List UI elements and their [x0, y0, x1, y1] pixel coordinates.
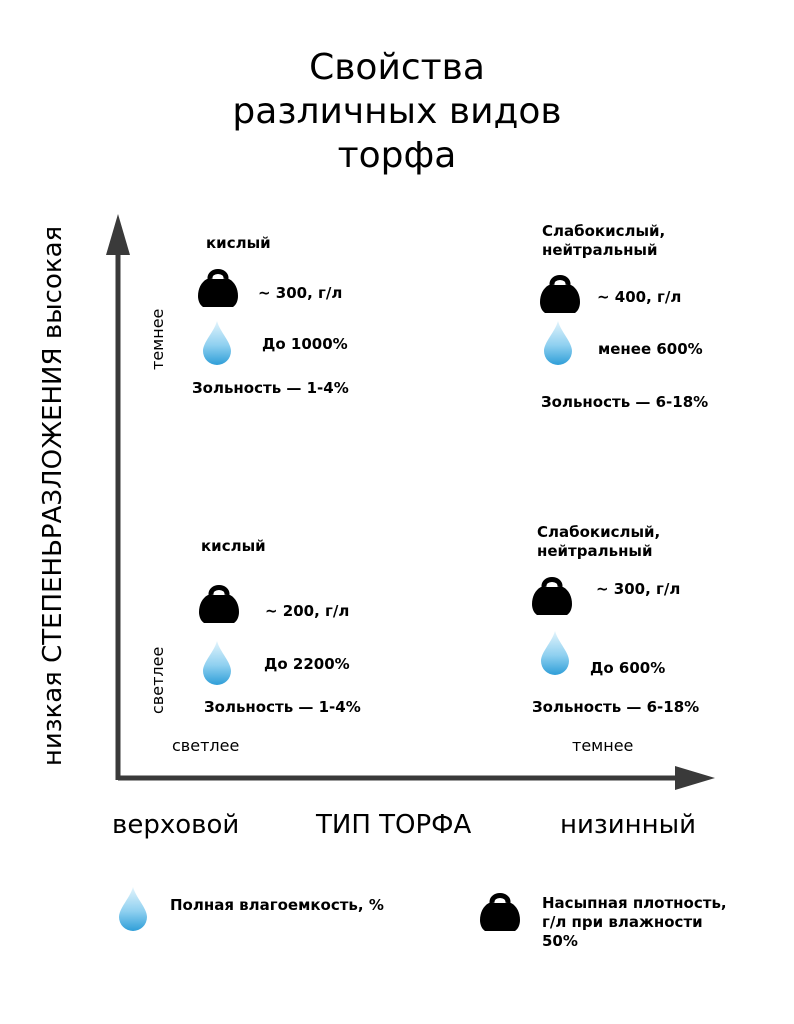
- br-density: ~ 300, г/л: [596, 580, 681, 598]
- water-drop-icon: [202, 640, 232, 686]
- page-title-line-1: Свойства: [309, 47, 485, 88]
- side-label-darker: темнее: [148, 308, 167, 370]
- side-label-lighter: светлее: [148, 646, 167, 714]
- bottom-label-darker: темнее: [572, 736, 634, 755]
- br-acidity-line-1: Слабокислый,: [537, 523, 661, 541]
- x-axis-left-label: верховой: [112, 810, 240, 840]
- tr-acidity-line-1: Слабокислый,: [542, 222, 666, 240]
- tl-density: ~ 300, г/л: [258, 284, 343, 302]
- page-title-line-2: различных видов: [232, 91, 562, 132]
- legend-density-line-1: Насыпная плотность,: [542, 894, 727, 912]
- tr-density: ~ 400, г/л: [597, 288, 682, 306]
- bl-ash: Зольность — 1-4%: [204, 698, 361, 716]
- y-axis-label: низкая СТЕПЕНЬРАЗЛОЖЕНИЯ высокая: [38, 225, 68, 767]
- page-title-line-3: торфа: [337, 135, 457, 176]
- weight-icon: [532, 572, 572, 618]
- x-axis-right-label: низинный: [560, 810, 697, 840]
- weight-icon: [540, 270, 580, 316]
- bl-acidity: кислый: [201, 537, 266, 555]
- tl-acidity: кислый: [206, 234, 271, 252]
- br-moisture: До 600%: [590, 659, 666, 677]
- weight-icon: [198, 264, 238, 310]
- tr-moisture: менее 600%: [598, 340, 703, 358]
- tl-moisture: До 1000%: [262, 335, 348, 353]
- weight-icon: [480, 888, 520, 934]
- br-acidity-line-2: нейтральный: [537, 542, 653, 560]
- x-axis-arrow: [675, 766, 715, 790]
- tl-ash: Зольность — 1-4%: [192, 379, 349, 397]
- y-axis-arrow: [106, 214, 130, 255]
- tr-acidity-line-2: нейтральный: [542, 241, 658, 259]
- water-drop-icon: [202, 320, 232, 366]
- bl-moisture: До 2200%: [264, 655, 350, 673]
- bottom-label-lighter: светлее: [172, 736, 240, 755]
- bl-density: ~ 200, г/л: [265, 602, 350, 620]
- water-drop-icon: [543, 320, 573, 366]
- br-ash: Зольность — 6-18%: [532, 698, 700, 716]
- water-drop-icon: [540, 630, 570, 676]
- legend-density-line-2: г/л при влажности: [542, 913, 703, 931]
- x-axis-title: ТИП ТОРФА: [316, 810, 472, 840]
- water-drop-icon: [118, 886, 148, 932]
- legend-density-line-3: 50%: [542, 932, 578, 950]
- tr-ash: Зольность — 6-18%: [541, 393, 709, 411]
- weight-icon: [199, 580, 239, 626]
- legend-moisture: Полная влагоемкость, %: [170, 896, 384, 914]
